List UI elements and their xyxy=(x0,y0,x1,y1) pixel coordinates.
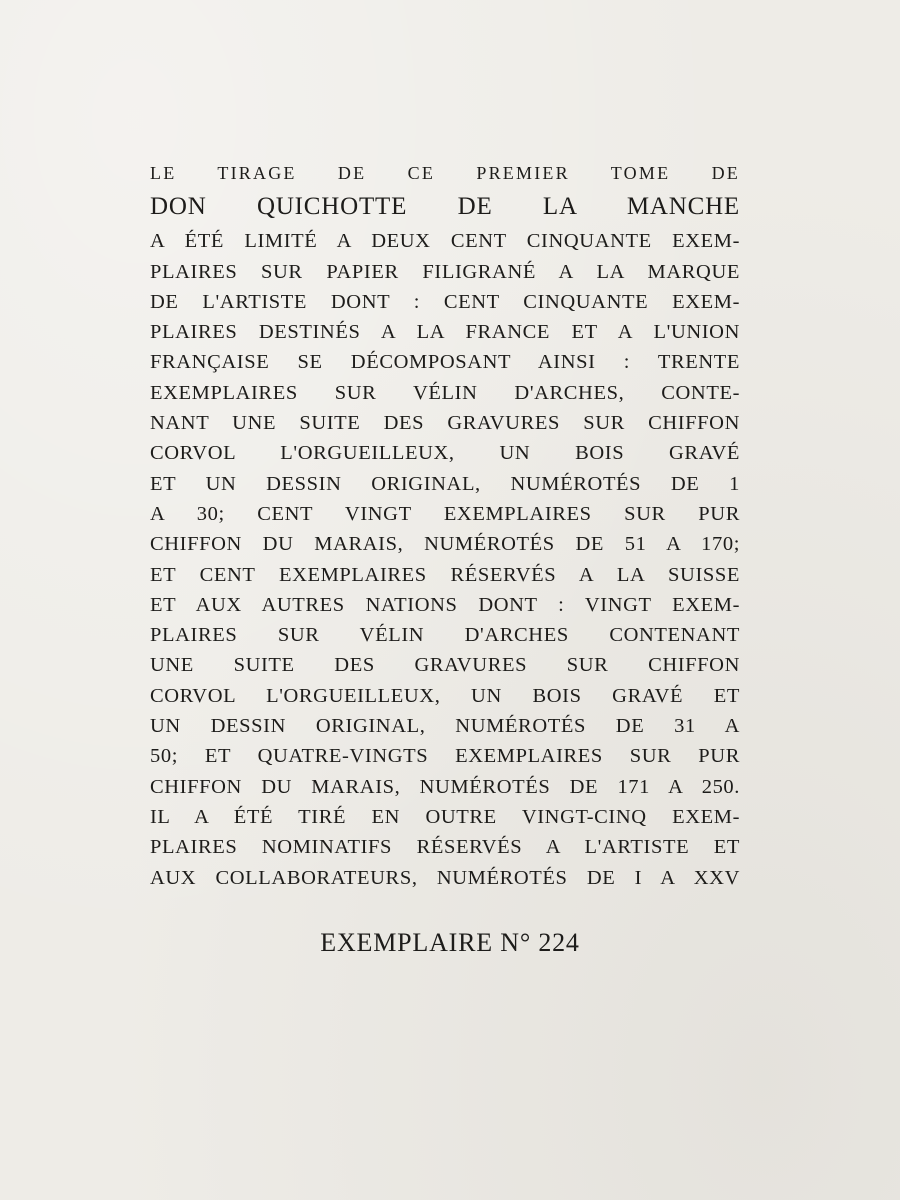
colophon-line-17: UNE SUITE DES GRAVURES SUR CHIFFON xyxy=(150,654,740,677)
copy-number: EXEMPLAIRE N° 224 xyxy=(320,928,580,957)
colophon-line-20: 50; ET QUATRE-VINGTS EXEMPLAIRES SUR PUR xyxy=(150,745,740,768)
colophon-line-18: CORVOL L'ORGUEILLEUX, UN BOIS GRAVÉ ET xyxy=(150,684,740,707)
colophon-line-12: A 30; CENT VINGT EXEMPLAIRES SUR PUR xyxy=(150,502,740,525)
colophon-line-19: UN DESSIN ORIGINAL, NUMÉROTÉS DE 31 A xyxy=(150,715,740,738)
colophon-line-9: NANT UNE SUITE DES GRAVURES SUR CHIFFON xyxy=(150,412,740,435)
justification-du-tirage xyxy=(150,158,740,893)
book-title: DON QUICHOTTE DE LA MANCHE xyxy=(150,193,740,221)
colophon-line-21: CHIFFON DU MARAIS, NUMÉROTÉS DE 171 A 250. xyxy=(150,775,740,798)
colophon-line-8: EXEMPLAIRES SUR VÉLIN D'ARCHES, CONTE- xyxy=(150,381,740,404)
colophon-line-13: CHIFFON DU MARAIS, NUMÉROTÉS DE 51 A 170; xyxy=(150,533,740,556)
colophon-line-3: A ÉTÉ LIMITÉ A DEUX CENT CINQUANTE EXEM- xyxy=(150,230,740,253)
colophon-line-22: IL A ÉTÉ TIRÉ EN OUTRE VINGT-CINQ EXEM- xyxy=(150,805,740,828)
colophon-line-6: PLAIRES DESTINÉS A LA FRANCE ET A L'UNION xyxy=(150,321,740,344)
colophon-line-11: ET UN DESSIN ORIGINAL, NUMÉROTÉS DE 1 xyxy=(150,472,740,495)
colophon-line-24: AUX COLLABORATEURS, NUMÉROTÉS DE I A XXV xyxy=(150,866,740,889)
colophon-line-4: PLAIRES SUR PAPIER FILIGRANÉ A LA MARQUE xyxy=(150,260,740,283)
colophon-line-5: DE L'ARTISTE DONT : CENT CINQUANTE EXEM- xyxy=(150,290,740,313)
colophon-line-7: FRANÇAISE SE DÉCOMPOSANT AINSI : TRENTE xyxy=(150,351,740,374)
colophon-line-14: ET CENT EXEMPLAIRES RÉSERVÉS A LA SUISSE xyxy=(150,563,740,586)
colophon-line-1: LE TIRAGE DE CE PREMIER TOME DE xyxy=(150,163,740,183)
colophon-line-16: PLAIRES SUR VÉLIN D'ARCHES CONTENANT xyxy=(150,624,740,647)
colophon-line-10: CORVOL L'ORGUEILLEUX, UN BOIS GRAVÉ xyxy=(150,442,740,465)
colophon-line-23: PLAIRES NOMINATIFS RÉSERVÉS A L'ARTISTE ET xyxy=(150,836,740,859)
colophon-line-15: ET AUX AUTRES NATIONS DONT : VINGT EXEM- xyxy=(150,593,740,616)
